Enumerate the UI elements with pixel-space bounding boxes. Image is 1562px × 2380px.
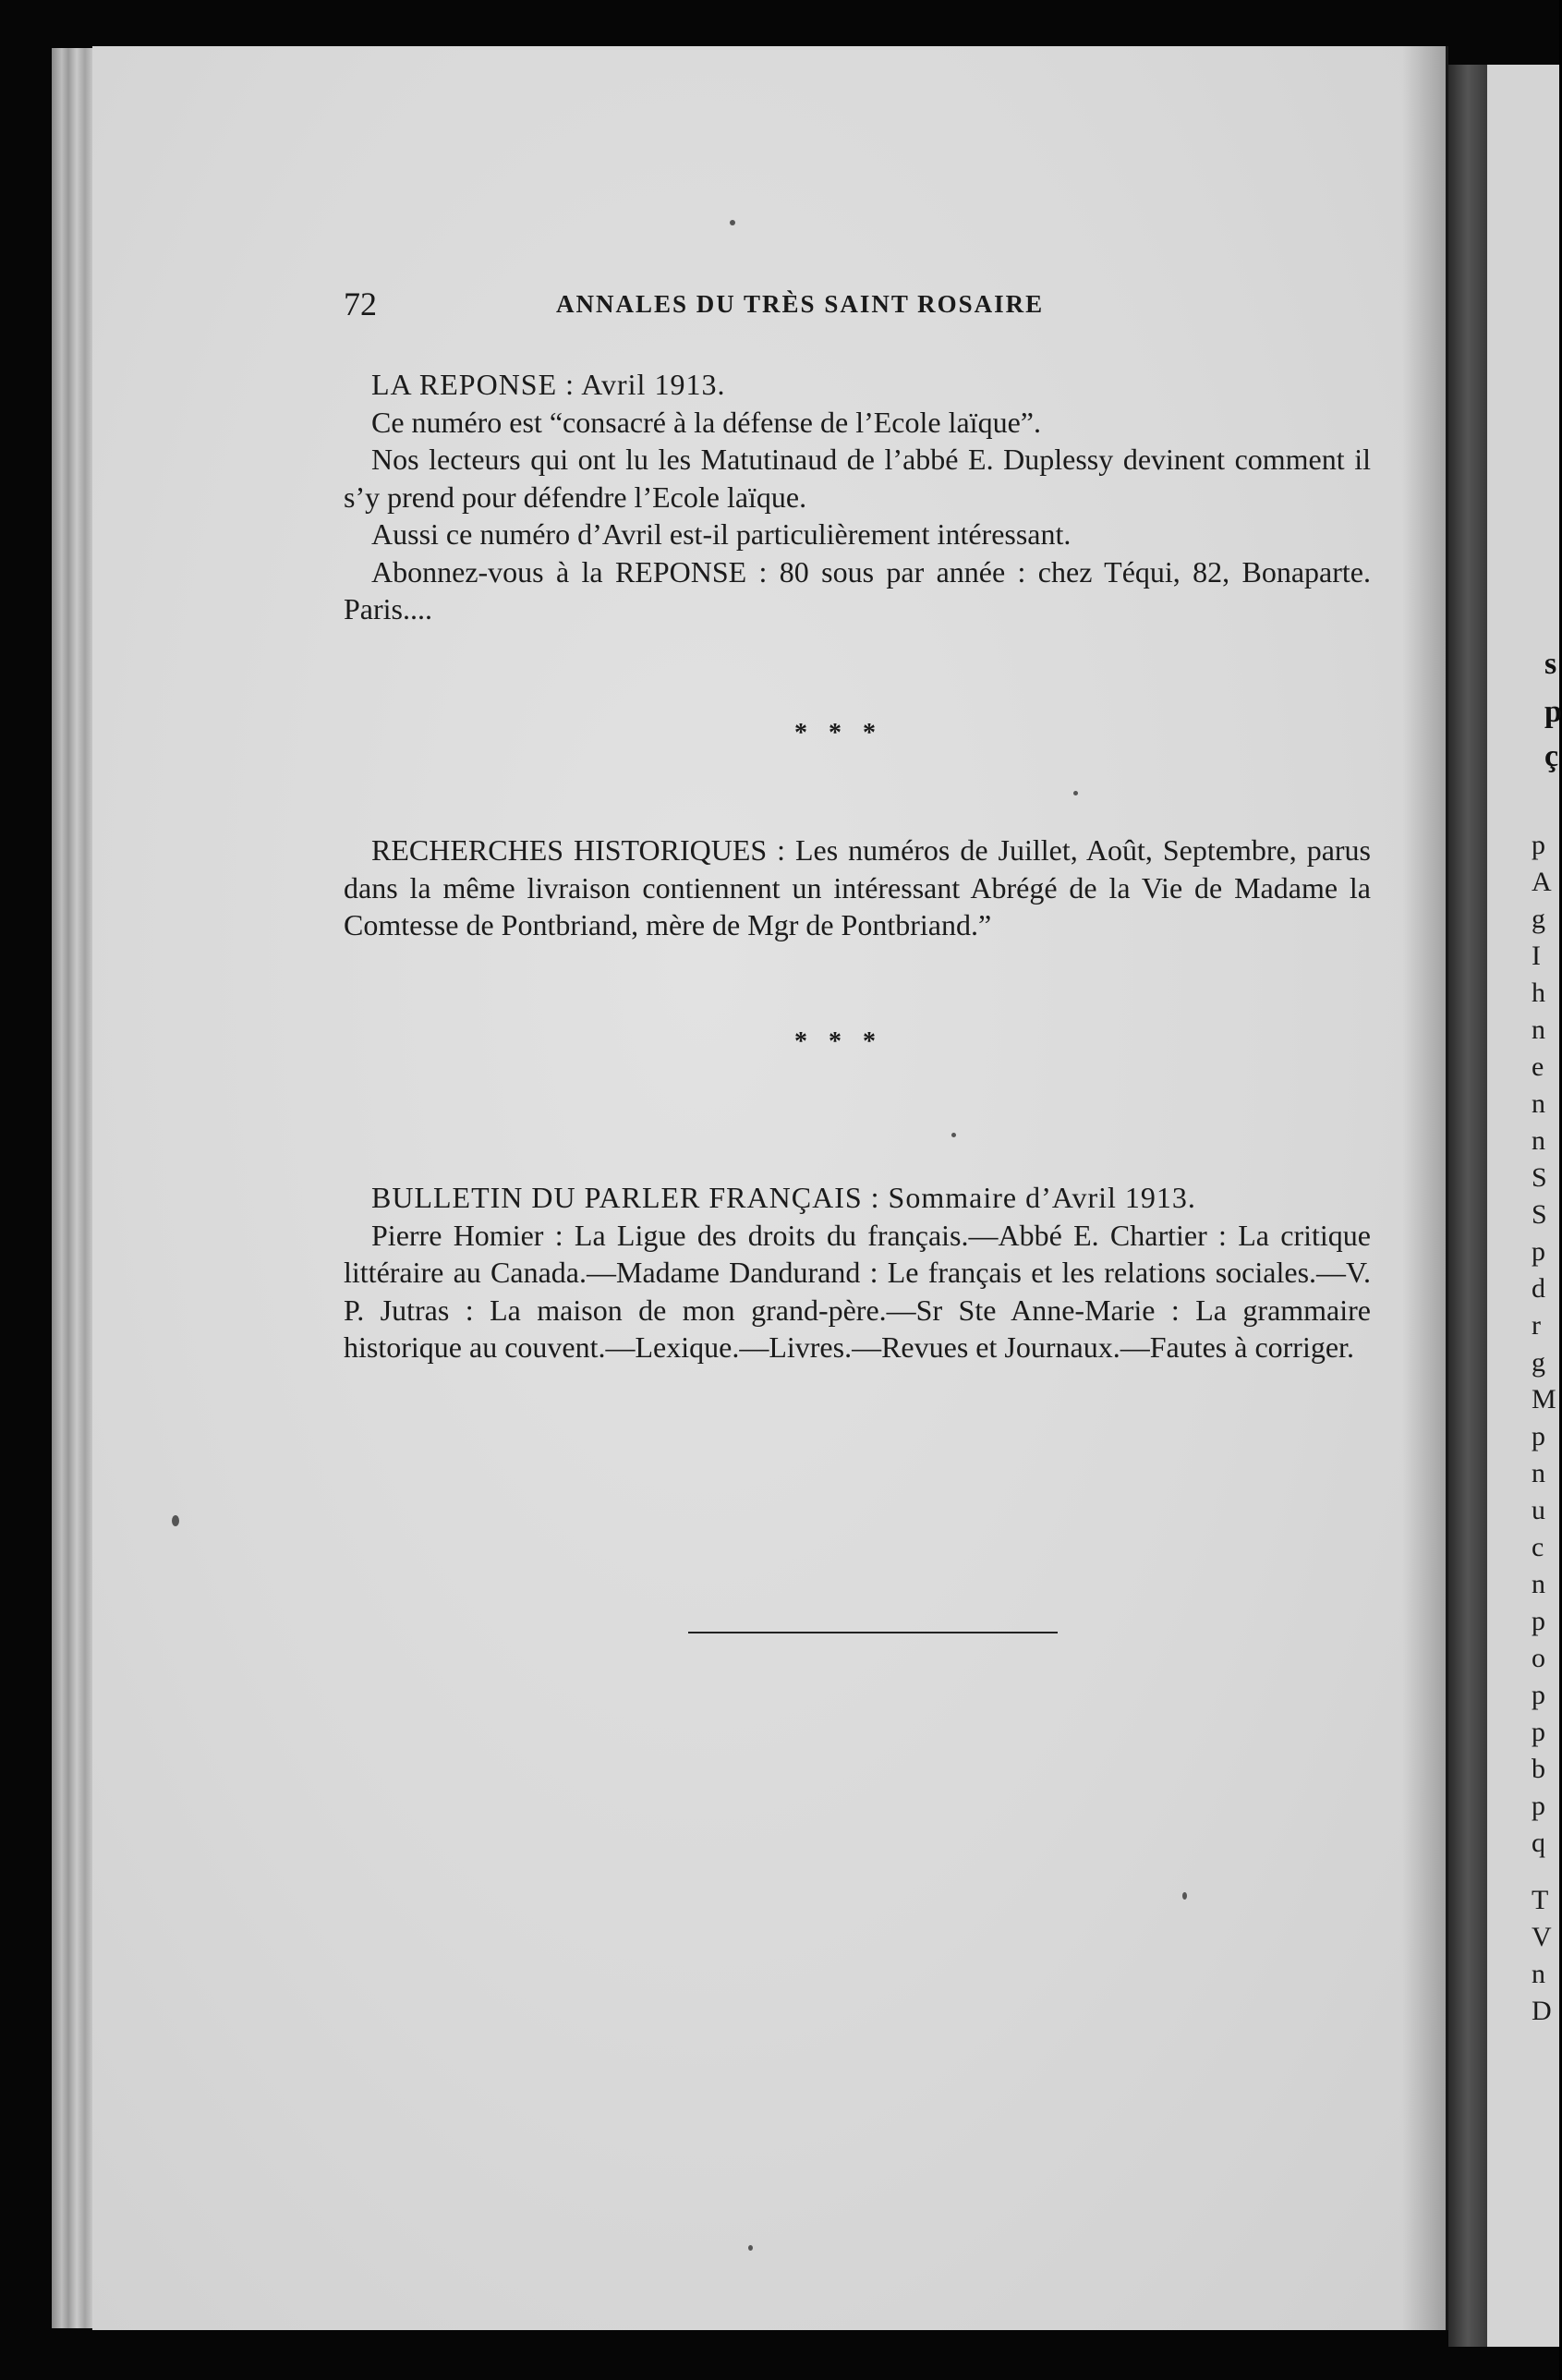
facing-page-letter: V xyxy=(1532,1922,1552,1952)
facing-page-letter: q xyxy=(1532,1828,1545,1858)
facing-page-heading-letter: p xyxy=(1544,695,1562,729)
facing-page-letter: b xyxy=(1532,1754,1545,1784)
facing-page-letter: n xyxy=(1532,1125,1545,1156)
paragraph: RECHERCHES HISTORIQUES : Les numéros de Juillet, Août, Septembre, parus dans la même livraison contiennent un intéressant Abrégé de la Vie de Madame la Comtesse de Pontbriand, mère de Mgr de Pontbriand.” xyxy=(344,833,1371,941)
facing-page-letter: S xyxy=(1532,1199,1547,1230)
page-shadow xyxy=(1402,46,1448,2330)
facing-page-letter: p xyxy=(1532,1717,1545,1747)
facing-page-letter: n xyxy=(1532,1458,1545,1488)
paragraph: Nos lecteurs qui ont lu les Matutinaud de l’abbé E. Duplessy devinent comment il s’y prend pour défendre l’Ecole laïque. xyxy=(344,443,1371,514)
facing-page-letter: n xyxy=(1532,1569,1545,1599)
facing-page-heading-letter: ç xyxy=(1544,739,1559,773)
facing-page-letter: n xyxy=(1532,1088,1545,1119)
facing-page-letter: r xyxy=(1532,1310,1541,1341)
facing-page-letter: g xyxy=(1532,904,1545,934)
speck xyxy=(748,2245,753,2251)
page-header xyxy=(344,285,1350,327)
speck xyxy=(172,1515,179,1526)
facing-page-letter: p xyxy=(1532,1791,1545,1821)
running-title: ANNALES DU TRÈS SAINT ROSAIRE xyxy=(556,290,1045,318)
facing-page-letter: n xyxy=(1532,1014,1545,1045)
asterism-separator: * * * xyxy=(794,1027,883,1056)
speck xyxy=(951,1133,956,1137)
facing-page-letter: M xyxy=(1532,1384,1556,1415)
facing-page-letter: n xyxy=(1532,1959,1545,1989)
facing-page-letter: o xyxy=(1532,1643,1545,1673)
facing-page-letter: T xyxy=(1532,1885,1549,1915)
book-gutter xyxy=(1448,65,1487,2347)
facing-page-letter: p xyxy=(1532,1421,1545,1451)
end-rule xyxy=(688,1632,1058,1633)
paragraph: Aussi ce numéro d’Avril est-il particulièrement intéressant. xyxy=(371,517,1072,551)
section-la-reponse xyxy=(344,366,1371,628)
facing-page-letter: d xyxy=(1532,1273,1545,1304)
paragraph: Ce numéro est “consacré à la défense de l’Ecole laïque”. xyxy=(371,405,1041,439)
paragraph: Pierre Homier : La Ligue des droits du français.—Abbé E. Chartier : La critique littéraire au Canada.—Madame Dandurand : Le français et les relations sociales.—V. P. Jutras : La maison de mon grand-père.—Sr Ste Anne-Marie : La grammaire historique au couvent.—Lexique.—Livres.—Revues et Journaux.—Fautes à corriger. xyxy=(344,1218,1371,1364)
speck xyxy=(1073,791,1078,795)
facing-page-letter: S xyxy=(1532,1162,1547,1193)
section-heading: LA REPONSE : Avril 1913. xyxy=(371,368,726,401)
facing-page-letter: p xyxy=(1532,1236,1545,1267)
facing-page-letter: p xyxy=(1532,830,1545,860)
facing-page-letter: e xyxy=(1532,1051,1544,1082)
facing-page-letter: h xyxy=(1532,978,1545,1008)
section-bulletin-parler-francais xyxy=(344,1179,1371,1366)
speck xyxy=(730,220,735,225)
paragraph: Abonnez-vous à la REPONSE : 80 sous par année : chez Téqui, 82, Bonaparte. Paris.... xyxy=(344,554,1371,625)
facing-page-letter: I xyxy=(1532,941,1541,971)
facing-page-letter: c xyxy=(1532,1532,1544,1562)
facing-page-heading-letter: s xyxy=(1544,647,1557,681)
facing-page-letter: D xyxy=(1532,1996,1552,2026)
section-recherches-historiques xyxy=(344,832,1371,944)
facing-page-letter: A xyxy=(1532,867,1552,897)
speck xyxy=(1182,1892,1187,1900)
asterism-separator: * * * xyxy=(794,719,883,747)
page-number: 72 xyxy=(344,285,377,322)
facing-page-letter: p xyxy=(1532,1680,1545,1710)
section-heading: BULLETIN DU PARLER FRANÇAIS : Sommaire d’Avril 1913. xyxy=(371,1181,1196,1214)
facing-page-letter: p xyxy=(1532,1606,1545,1636)
facing-page-letter: g xyxy=(1532,1347,1545,1378)
facing-page-letter: u xyxy=(1532,1495,1545,1525)
